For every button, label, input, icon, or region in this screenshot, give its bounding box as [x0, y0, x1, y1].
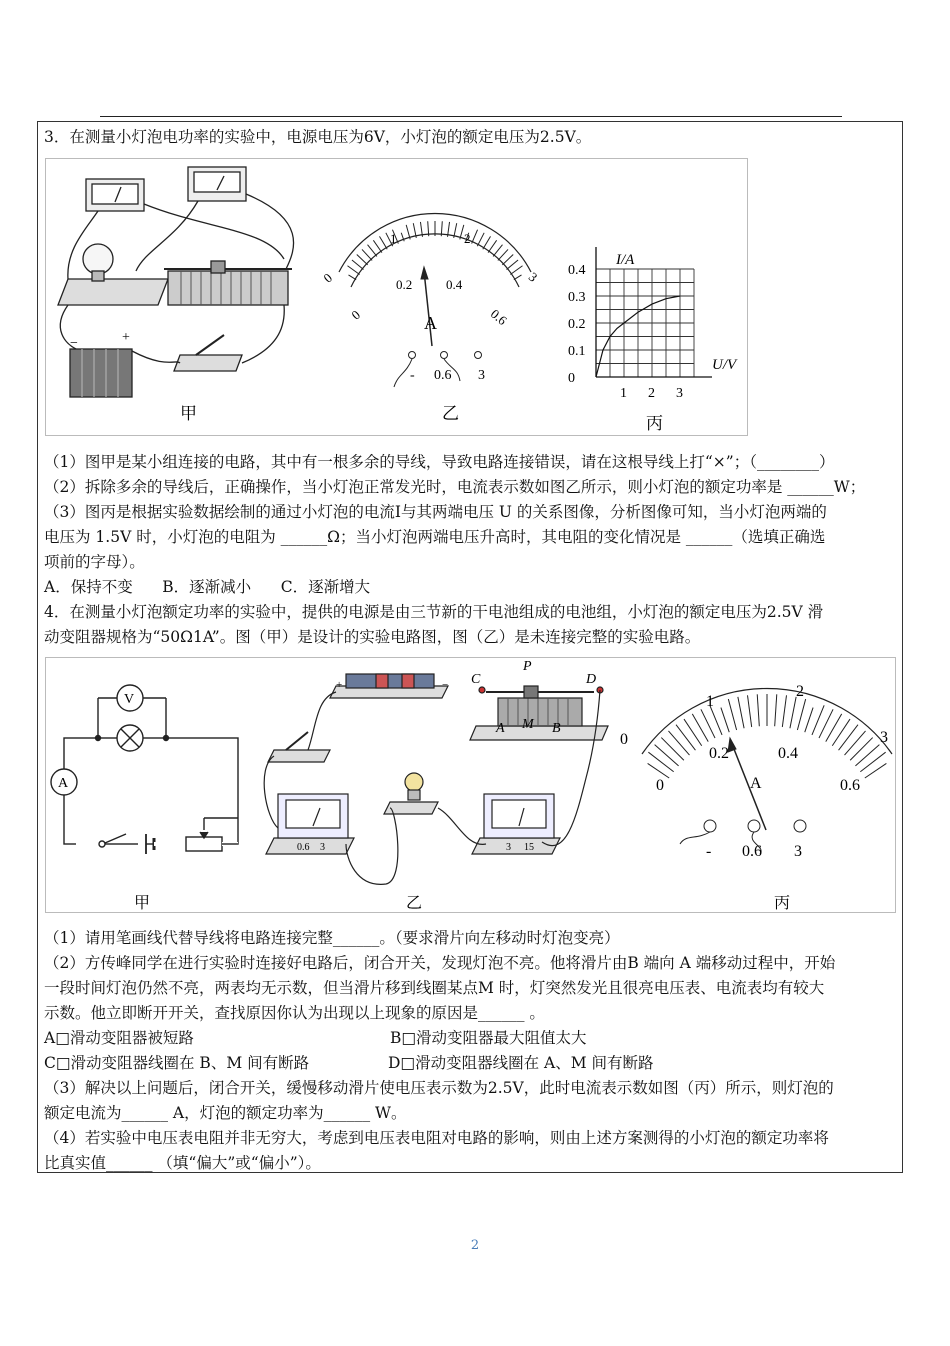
q4-inner-tick-0: 0	[656, 777, 664, 794]
q3-meter-unit: A	[424, 313, 437, 333]
q4-figure	[45, 657, 896, 913]
q4-voltmeter-term-15: 15	[524, 842, 534, 853]
q4-meter-tick	[839, 725, 858, 750]
q4-p2b: 一段时间灯泡仍然不亮，两表均无示数，但当滑片移到线圈某点M 时，灯突然发光且很亮电压表、电流表均有较大	[44, 979, 825, 997]
q4-meter-tick	[668, 731, 689, 755]
q4-meter-tick	[728, 699, 736, 730]
q3-p3a: （3）图丙是根据实验数据绘制的通过小灯泡的电流I与其两端电压 U 的关系图像，分析图像可知，当小灯泡两端的	[44, 503, 827, 521]
q4-rheostat-P: P	[523, 659, 532, 674]
q4-inner-tick-1: 0.2	[709, 745, 729, 762]
q4-meter-tick	[797, 699, 805, 730]
q4-rheostat-M: M	[522, 717, 534, 732]
q4-meter-unit: A	[750, 775, 762, 792]
q4-stem-a: 4．在测量小灯泡额定功率的实验中，提供的电源是由三节新的干电池组成的电池组，小灯泡的额定电压为2.5V 滑	[44, 603, 824, 621]
q3-meter-tick	[368, 245, 377, 257]
q3-outer-tick-1: 1	[390, 231, 397, 246]
q3-ylabel: I/A	[616, 252, 635, 268]
q3-meter-tick	[472, 230, 478, 244]
q3-meter-tick	[348, 275, 356, 280]
q3-meter-tick	[510, 266, 522, 275]
q3-xtick-label: 2	[648, 386, 655, 401]
q4-meter-tick	[692, 714, 708, 742]
q4-meter-tick	[748, 695, 752, 727]
q4-p4a: （4）若实验中电压表电阻并非无穷大，考虑到电压表电阻对电路的影响，则由上述方案测得的小灯泡的额定功率将	[44, 1129, 829, 1147]
q3-minus-sign: −	[70, 336, 78, 351]
q3-label-yi: 乙	[442, 404, 459, 424]
q3-options: A．保持不变 B．逐渐减小 C．逐渐增大	[44, 578, 371, 596]
q3-xlabel: U/V	[712, 357, 737, 373]
q3-terminal-minus: -	[410, 368, 415, 383]
q3-ytick-label: 0	[568, 371, 575, 386]
q4-apparatus	[264, 674, 608, 884]
q4-outer-tick-3: 3	[880, 729, 888, 746]
q3-inner-tick-2: 0.4	[446, 277, 463, 292]
q3-meter-tick	[379, 236, 387, 249]
q4-rheostat-A: A	[496, 721, 505, 736]
q3-chart	[568, 247, 712, 401]
q3-label-bing: 丙	[646, 414, 663, 434]
q4-p4b: 比真实值______ （填“偏大”或“偏小”）。	[44, 1154, 321, 1172]
q4-ammeter-term-3: 3	[320, 842, 325, 853]
q4-outer-tick-1: 1	[706, 693, 714, 710]
q3-meter-tick	[514, 275, 522, 280]
q4-p3a: （3）解决以上问题后，闭合开关，缓慢移动滑片使电压表示数为2.5V，此时电流表示数如图（丙）所示，则灯泡的	[44, 1079, 834, 1097]
q3-ytick-label: 0.2	[568, 317, 586, 332]
q4-meter-tick	[782, 695, 786, 727]
q4-meter-tick	[684, 719, 702, 746]
q4-figure-svg	[46, 658, 897, 914]
q3-meter-tick	[488, 240, 497, 252]
q4-meter-tick	[757, 694, 759, 726]
q4-p3b: 额定电流为______ A，灯泡的额定功率为______ W。	[44, 1104, 407, 1122]
q3-p1: （1）图甲是某小组连接的电路，其中有一根多余的导线，导致电路连接错误，请在这根导线上打“×”；（________）	[44, 453, 835, 471]
q3-meter-tick	[373, 240, 382, 252]
q4-label-jia: 甲	[134, 893, 151, 912]
q4-p1: （1）请用笔画线代替导线将电路连接完整______。（要求滑片向左移动时灯泡变亮）	[44, 929, 620, 947]
q4-label-bing: 丙	[774, 893, 791, 912]
q4-meter-dial	[642, 688, 892, 854]
q3-inner-tick-3: 0.6	[487, 306, 510, 329]
q3-terminal-06: 0.6	[434, 368, 452, 383]
q4-stem-b: 动变阻器规格为“50Ω1A”。图（甲）是设计的实验电路图，图（乙）是未连接完整的实验电路。	[44, 628, 701, 646]
q3-p2: （2）拆除多余的导线后，正确操作，当小灯泡正常发光时，电流表示数如图乙所示，则小灯泡的额定功率是 ______W；	[44, 478, 866, 496]
q4-outer-tick-2: 2	[796, 683, 804, 700]
q4-meter-tick	[805, 708, 813, 733]
q4-meter-tick	[790, 697, 796, 728]
q3-label-jia: 甲	[180, 404, 197, 424]
q4-option-c: C□滑动变阻器线圈在 B、M 间有断路	[44, 1054, 310, 1072]
q4-meter-tick	[721, 708, 729, 733]
q3-plus-sign: +	[122, 330, 130, 345]
q4-meter-tick	[826, 714, 842, 742]
q3-outer-tick-0: 0	[320, 270, 336, 286]
q3-figure	[45, 158, 748, 436]
q4-meter-tick	[661, 738, 684, 761]
q3-p3c: 项前的字母）。	[44, 553, 145, 571]
q4-meter-tick	[855, 745, 879, 766]
q3-meter-tick	[498, 249, 508, 260]
q3-inner-tick-0: 0	[348, 307, 364, 323]
q3-meter-tick	[347, 266, 359, 275]
q3-outer-tick-2: 2	[464, 231, 471, 246]
q4-terminal-minus: -	[706, 843, 712, 860]
q4-rheostat-C: C	[471, 672, 481, 687]
q4-label-yi: 乙	[406, 893, 423, 912]
header-rule	[100, 116, 842, 117]
q4-option-b: B□滑动变阻器最大阻值太大	[390, 1029, 587, 1047]
q3-meter-tick	[357, 255, 368, 265]
q4-battery-minus: −	[442, 679, 449, 691]
q3-meter-tick	[493, 245, 502, 257]
q4-battery-plus: +	[336, 679, 343, 691]
q4-outer-tick-0: 0	[620, 731, 628, 748]
q4-meter-tick	[738, 697, 744, 728]
q4-ammeter-symbol: A	[58, 776, 69, 791]
q4-terminal-06: 0.6	[742, 843, 762, 860]
q4-inner-tick-2: 0.4	[778, 745, 798, 762]
q4-voltmeter-term-3: 3	[506, 842, 511, 853]
q4-voltmeter-symbol: V	[124, 692, 135, 707]
q3-inner-tick-1: 0.2	[396, 277, 413, 292]
q3-meter-tick	[477, 233, 484, 246]
q3-figure-svg	[46, 159, 749, 437]
q4-rheostat-B: B	[552, 721, 561, 736]
q4-meter-tick	[850, 738, 873, 761]
q4-rheostat-D: D	[586, 672, 597, 687]
q4-p2c: 示数。他立即断开开关，查找原因你认为出现以上现象的原因是______ 。	[44, 1004, 545, 1022]
q4-meter-tick	[648, 752, 673, 772]
q4-meter-tick	[775, 694, 777, 726]
q4-meter-tick	[655, 745, 679, 766]
q3-meter-tick	[483, 236, 491, 249]
q3-terminal-3: 3	[478, 368, 485, 383]
q3-stem: 3．在测量小灯泡电功率的实验中，电源电压为6V，小灯泡的额定电压为2.5V。	[44, 128, 592, 146]
q3-ytick-label: 0.1	[568, 344, 586, 359]
q4-p2a: （2）方传峰同学在进行实验时连接好电路后，闭合开关，发现灯泡不亮。他将滑片由B 端向 A 端移动过程中，开始	[44, 954, 836, 972]
q3-meter-tick	[352, 260, 364, 270]
q4-option-d: D□滑动变阻器线圈在 A、M 间有断路	[388, 1054, 654, 1072]
q4-option-a: A□滑动变阻器被短路	[44, 1029, 194, 1047]
page-number: 2	[470, 1238, 480, 1253]
q3-apparatus	[58, 167, 294, 397]
q4-meter-tick	[845, 731, 866, 755]
q4-meter-tick	[860, 752, 885, 772]
q3-meter-tick	[362, 249, 372, 260]
q3-p3b: 电压为 1.5V 时，小灯泡的电阻为 ______Ω；当小灯泡两端电压升高时，其电阻的变化情况是 ______（选填正确选	[44, 528, 826, 546]
q3-ytick-label: 0.3	[568, 290, 586, 305]
q3-outer-tick-3: 3	[525, 269, 541, 285]
q4-meter-tick	[676, 725, 695, 750]
q4-meter-tick	[832, 719, 850, 746]
q3-xtick-label: 3	[676, 386, 683, 401]
q3-meter-tick	[502, 255, 513, 265]
q4-terminal-3: 3	[794, 843, 802, 860]
q3-xtick-label: 1	[620, 386, 627, 401]
q4-ammeter-term-06: 0.6	[297, 842, 310, 853]
q4-schematic	[51, 685, 238, 854]
q3-meter-tick	[507, 260, 519, 270]
q3-pointer	[424, 271, 432, 346]
q4-inner-tick-3: 0.6	[840, 777, 860, 794]
q3-ytick-label: 0.4	[568, 263, 586, 278]
